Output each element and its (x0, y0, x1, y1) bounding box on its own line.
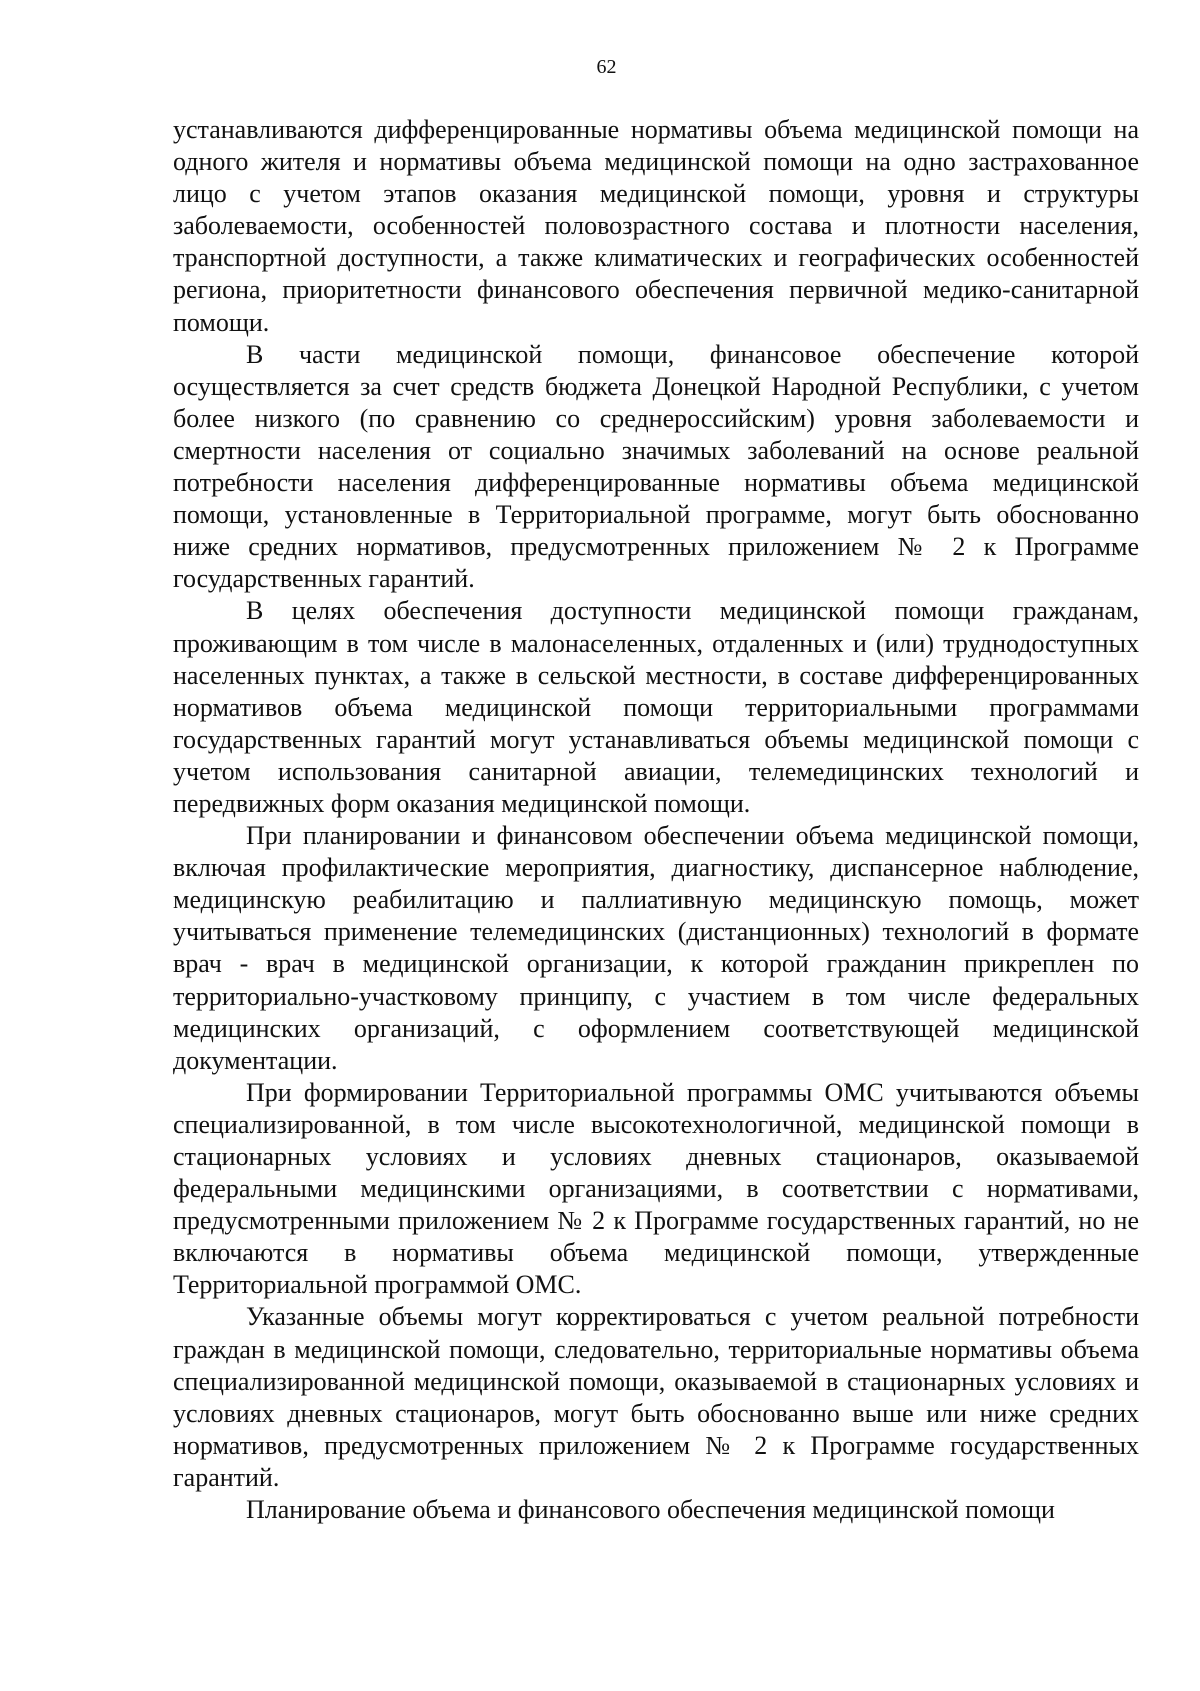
document-body (173, 114, 1139, 1526)
paragraph-planning: Планирование объема и финансового обеспечения медицинской помощи (246, 1495, 1055, 1525)
paragraph-accessibility: В целях обеспечения доступности медицинской помощи гражданам, проживающим в том числе в малонаселенных, отдаленных и (или) труднодоступных населенных пунктах, а также в сельской местности, в составе дифференцированных нормативов объема медицинской помощи территориальными программами государственных гарантий могут устанавливаться объемы медицинской помощи с учетом использования санитарной авиации, телемедицинских технологий и передвижных форм оказания медицинской помощи. (173, 596, 1139, 818)
paragraph-volume-adjustment: Указанные объемы могут корректироваться с учетом реальной потребности граждан в медицинской помощи, следовательно, территориальные нормативы объема специализированной медицинской помощи, оказываемой в стационарных условиях и условиях дневных стационаров, могут быть обоснованно выше или ниже средних нормативов, предусмотренных приложением № 2 к Программе государственных гарантий. (173, 1302, 1139, 1492)
page-number: 62 (596, 56, 617, 78)
paragraph-budget-funding: В части медицинской помощи, финансовое обеспечение которой осуществляется за счет средств бюджета Донецкой Народной Республики, с учетом более низкого (по сравнению со среднероссийским) уровня заболеваемости и смертности населения от социально значимых заболеваний на основе реальной потребности населения дифференцированные нормативы объема медицинской помощи, установленные в Территориальной программе, могут быть обоснованно ниже средних нормативов, предусмотренных приложением № 2 к Программе государственных гарантий. (173, 339, 1139, 594)
paragraph-oms-program: При формировании Территориальной программы ОМС учитываются объемы специализированной, в том числе высокотехнологичной, медицинской помощи в стационарных условиях и условиях дневных стационаров, оказываемой федеральными медицинскими организациями, в соответствии с нормативами, предусмотренными приложением № 2 к Программе государственных гарантий, но не включаются в нормативы объема медицинской помощи, утвержденные Территориальной программой ОМС. (173, 1077, 1139, 1300)
paragraph-telemedicine: При планировании и финансовом обеспечении объема медицинской помощи, включая профилактические мероприятия, диагностику, диспансерное наблюдение, медицинскую реабилитацию и паллиативную медицинскую помощь, может учитываться применение телемедицинских (дистанционных) технологий в формате врач - врач в медицинской организации, к которой гражданин прикреплен по территориально-участковому принципу, с участием в том числе федеральных медицинских организаций, с оформлением соответствующей медицинской документации. (173, 821, 1139, 1075)
paragraph-continuation: устанавливаются дифференцированные нормативы объема медицинской помощи на одного жителя и нормативы объема медицинской помощи на одно застрахованное лицо с учетом этапов оказания медицинской помощи, уровня и структуры заболеваемости, особенностей половозрастного состава и плотности населения, транспортной доступности, а также климатических и географических особенностей региона, приоритетности финансового обеспечения первичной медико-санитарной помощи. (173, 115, 1139, 337)
